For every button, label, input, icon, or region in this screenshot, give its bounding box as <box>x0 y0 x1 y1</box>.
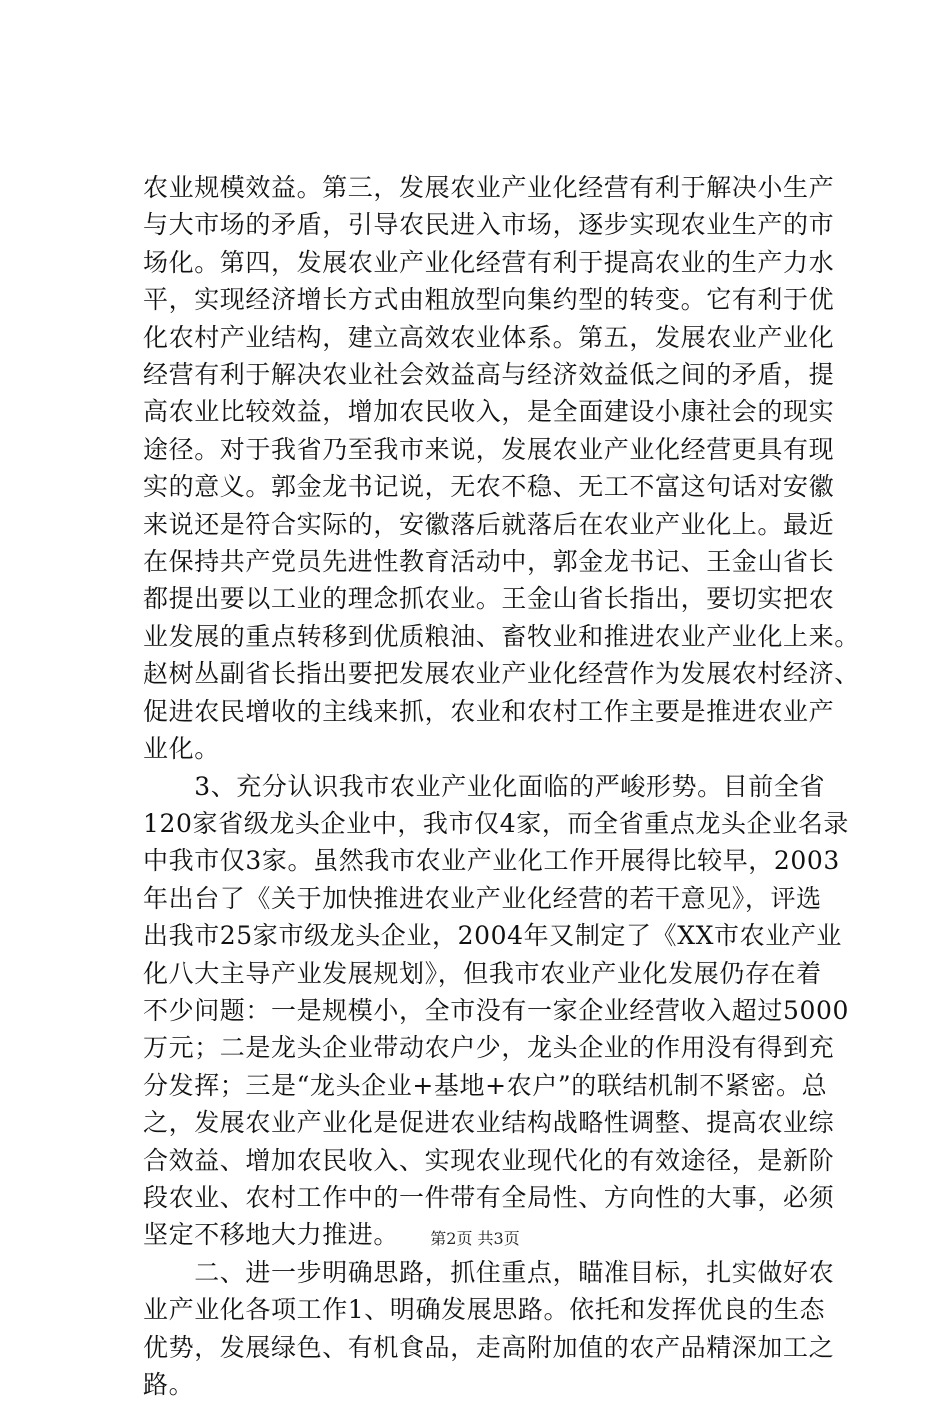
page-footer: 第2页 共3页 <box>430 1229 520 1248</box>
text-line: 业发展的重点转移到优质粮油、畜牧业和推进农业产业化上来。 <box>143 621 860 651</box>
text-line: 坚定不移地大力推进。 <box>143 1220 400 1250</box>
text-line: 途径。对于我省乃至我市来说，发展农业产业化经营更具有现 <box>143 434 835 464</box>
text-line: 业化。 <box>143 734 220 764</box>
text-line: 赵树丛副省长指出要把发展农业产业化经营作为发展农村经济、 <box>143 659 860 689</box>
text-line: 二、进一步明确思路，抓住重点，瞄准目标，扎实做好农 <box>143 1257 835 1287</box>
text-line: 合效益、增加农民收入、实现农业现代化的有效途径，是新阶 <box>143 1145 835 1175</box>
text-line: 化农村产业结构，建立高效农业体系。第五，发展农业产业化 <box>143 322 835 352</box>
text-line: 与大市场的矛盾，引导农民进入市场，逐步实现农业生产的市 <box>143 210 835 240</box>
text-line: 年出台了《关于加快推进农业产业化经营的若干意见》，评选 <box>143 883 822 913</box>
document-body <box>143 169 860 1403</box>
text-line: 都提出要以工业的理念抓农业。王金山省长指出，要切实把农 <box>143 584 835 614</box>
text-line: 场化。第四，发展农业产业化经营有利于提高农业的生产力水 <box>143 247 835 277</box>
text-line: 业产业化各项工作1、明确发展思路。依托和发挥优良的生态 <box>143 1295 826 1325</box>
text-line: 分发挥；三是“龙头企业+基地+农户”的联结机制不紧密。总 <box>143 1070 828 1100</box>
text-line: 促进农民增收的主线来抓，农业和农村工作主要是推进农业产 <box>143 696 835 726</box>
text-line: 万元；二是龙头企业带动农户少，龙头企业的作用没有得到充 <box>143 1033 835 1063</box>
text-line: 实的意义。郭金龙书记说，无农不稳、无工不富这句话对安徽 <box>143 472 835 502</box>
text-line: 出我市25家市级龙头企业，2004年又制定了《XX市农业产业 <box>143 921 843 951</box>
text-line: 来说还是符合实际的，安徽落后就落后在农业产业化上。最近 <box>143 509 835 539</box>
text-line: 化八大主导产业发展规划》，但我市农业产业化发展仍存在着 <box>143 958 822 988</box>
text-line: 120家省级龙头企业中，我市仅4家，而全省重点龙头企业名录 <box>143 808 850 838</box>
text-line: 在保持共产党员先进性教育活动中，郭金龙书记、王金山省长 <box>143 547 835 577</box>
text-line: 优势，发展绿色、有机食品，走高附加值的农产品精深加工之 <box>143 1332 835 1362</box>
text-line: 高农业比较效益，增加农民收入，是全面建设小康社会的现实 <box>143 397 835 427</box>
text-line: 路。 <box>143 1370 195 1399</box>
text-line: 中我市仅3家。虽然我市农业产业化工作开展得比较早，2003 <box>143 846 840 876</box>
text-line: 平，实现经济增长方式由粗放型向集约型的转变。它有利于优 <box>143 285 835 315</box>
text-line: 不少问题：一是规模小，全市没有一家企业经营收入超过5000 <box>143 995 850 1025</box>
text-line: 农业规模效益。第三，发展农业产业化经营有利于解决小生产 <box>143 173 835 202</box>
text-line: 之，发展农业产业化是促进农业结构战略性调整、提高农业综 <box>143 1108 835 1138</box>
text-line: 3、充分认识我市农业产业化面临的严峻形势。目前全省 <box>143 771 826 801</box>
text-line: 段农业、农村工作中的一件带有全局性、方向性的大事，必须 <box>143 1182 835 1212</box>
text-line: 经营有利于解决农业社会效益高与经济效益低之间的矛盾，提 <box>143 360 835 390</box>
